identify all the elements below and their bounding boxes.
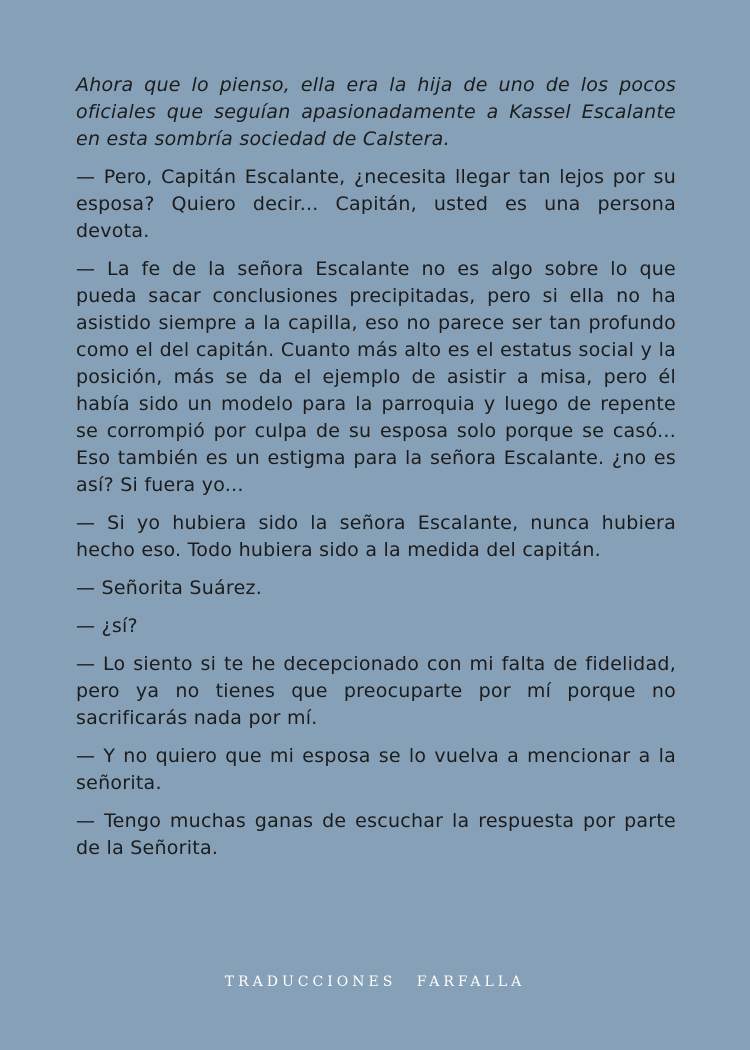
page-body: [76, 72, 676, 873]
dialogue-paragraph: — Lo siento si te he decepcionado con mi falta de fidelidad, pero ya no tienes que preocuparte por mí porque no sacrificarás nada por mí.: [76, 653, 676, 729]
dialogue-paragraph: — Señorita Suárez.: [76, 577, 263, 599]
dialogue-paragraph: — Si yo hubiera sido la señora Escalante, nunca hubiera hecho eso. Todo hubiera sido a la medida del capitán.: [76, 512, 676, 561]
dialogue-paragraph: — Tengo muchas ganas de escuchar la respuesta por parte de la Señorita.: [76, 810, 676, 859]
footer-credit: TRADUCCIONES FARFALLA: [224, 974, 526, 990]
dialogue-paragraph: — ¿sí?: [76, 615, 138, 637]
dialogue-paragraph: — La fe de la señora Escalante no es algo sobre lo que pueda sacar conclusiones precipitadas, pero si ella no ha asistido siempre a la capilla, eso no parece ser tan profundo como el del capitán. Cuanto más alto es el estatus social y la posición, más se da el ejemplo de asistir a misa, pero él había sido un modelo para la parroquia y luego de repente se corrompió por culpa de su esposa solo porque se casó... Eso también es un estigma para la señora Escalante. ¿no es así? Si fuera yo...: [76, 258, 676, 496]
dialogue-paragraph: — Y no quiero que mi esposa se lo vuelva a mencionar a la señorita.: [76, 745, 676, 794]
dialogue-paragraph: — Pero, Capitán Escalante, ¿necesita llegar tan lejos por su esposa? Quiero decir... Capitán, usted es una persona devota.: [76, 166, 676, 242]
intro-paragraph: Ahora que lo pienso, ella era la hija de uno de los pocos oficiales que seguían apasionadamente a Kassel Escalante en esta sombría sociedad de Calstera.: [76, 74, 676, 150]
